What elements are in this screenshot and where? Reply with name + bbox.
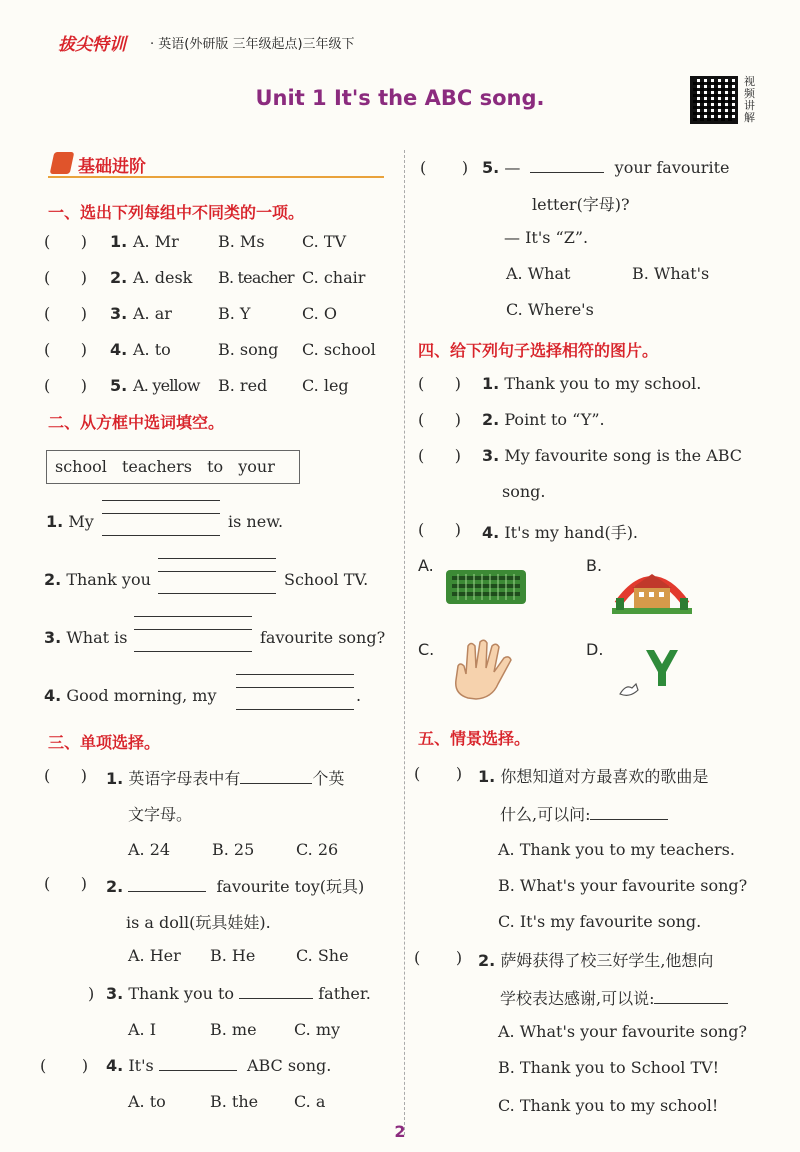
answer-blank[interactable] [590,806,668,820]
qr-label: 视频讲解 [744,75,755,124]
paren-box[interactable]: ) [88,984,95,1003]
question-text [500,986,728,1009]
item-number: 1. [478,767,496,786]
list-item[interactable]: ( ) [44,376,87,395]
option-c: C. She [296,946,349,965]
question-text [478,948,713,971]
item-number: 1. [110,232,128,251]
item-number: 3. [44,628,62,647]
answer-blank[interactable] [128,878,206,892]
section-heading-4: 四、给下列句子选择相符的图片。 [418,341,659,360]
item-number: 4. [106,1056,124,1075]
fill-item [46,512,94,531]
item-number: 1. [482,374,500,393]
item-number: 4. [482,523,500,542]
fill-item [44,570,151,589]
item-number: 2. [478,951,496,970]
item-text: 什么,可以问: [500,805,591,824]
option-b: B. the [210,1092,259,1111]
item-text: My [68,512,94,531]
item-text: Point to “Y”. [504,410,605,429]
option-c: C. a [294,1092,326,1111]
item-text: ABC song. [246,1056,332,1075]
answer-blank[interactable] [102,522,220,536]
option-a: A. Her [128,946,181,965]
paren-box[interactable]: ( ) [414,948,463,967]
option-c: C. chair [302,268,366,287]
picture-label-d: D. [586,640,604,659]
list-item[interactable]: ( ) [44,232,87,251]
option-b: B. 25 [212,840,255,859]
item-text: What is [66,628,128,647]
list-item[interactable]: ( ) [44,304,87,323]
answer-blank[interactable] [159,1057,237,1071]
option-c: C. It's my favourite song. [498,912,702,931]
section-heading-5: 五、情景选择。 [418,729,531,748]
word-bank: school teachers to your [46,450,300,484]
column-divider [404,150,405,1135]
answer-blank[interactable] [239,985,313,999]
option-a: A. ar [133,304,172,323]
option-b: B. teacher [218,268,294,287]
item-number: 3. [110,304,128,323]
answer-blank[interactable] [158,558,276,572]
option-c: C. leg [302,376,349,395]
brand-name: 拔尖特训 [58,35,126,55]
option-a: A. yellow [133,376,200,395]
question-text [106,874,364,897]
item-number: 1. [46,512,64,531]
question-text [106,766,344,789]
paren-box[interactable]: ( ) [44,874,87,893]
option-c: C. 26 [296,840,339,859]
item-text: father. [318,984,371,1003]
letter-y-image [616,644,682,702]
question-text: 文字母。 [128,805,193,824]
subject-line: · 英语(外研版 三年级起点)三年级下 [150,37,355,52]
question-text [482,520,638,543]
fill-item [44,628,127,647]
option-a: A. 24 [128,840,171,859]
option-b: B. Ms [218,232,265,251]
banner-title: 基础进阶 [78,157,146,177]
option-c: C. TV [302,232,347,251]
question-text [482,410,605,429]
item-number: 3. [106,984,124,1003]
option-b: B. me [210,1020,257,1039]
list-item[interactable]: ( ) [44,268,87,287]
item-number: 3. [482,446,500,465]
qr-code-icon[interactable] [690,76,738,124]
option-a: A. to [133,340,171,359]
option-b: B. Thank you to School TV! [498,1058,720,1077]
item-number: 4. [110,340,128,359]
answer-blank[interactable] [530,159,604,173]
item-text: is new. [228,512,284,531]
paren-box[interactable]: ( ) [418,446,461,465]
fill-item [44,686,217,705]
option-a: A. desk [133,268,193,287]
option-a: A. Mr [133,232,179,251]
option-b: B. He [210,946,256,965]
option-c: C. Where's [506,300,594,319]
question-text [482,446,742,465]
answer-blank[interactable] [102,500,220,514]
option-c: C. O [302,304,337,323]
item-text: your favourite [614,158,730,177]
item-number: 5. [110,376,128,395]
option-a: A. What's your favourite song? [498,1022,748,1041]
option-c: C. school [302,340,376,359]
section-heading-2: 二、从方框中选词填空。 [48,413,225,432]
item-text: 萨姆获得了校三好学生,他想向 [500,951,714,970]
unit-title: Unit 1 It's the ABC song. [255,86,545,110]
paren-box[interactable]: ( ) [44,766,87,785]
answer-blank[interactable] [654,990,728,1004]
keyboard-image [444,566,528,608]
picture-label-c: C. [418,640,435,659]
item-number: 5. [482,158,500,177]
answer-blank[interactable] [240,770,312,784]
question-text: letter(字母)? [532,195,630,214]
question-text [482,374,701,393]
item-text: My favourite song is the ABC [504,446,743,465]
question-text [106,1056,331,1075]
question-text [482,158,729,177]
item-text: Thank you to [128,984,235,1003]
item-text: 你想知道对方最喜欢的歌曲是 [500,767,709,786]
paren-box[interactable]: ( ) [418,374,461,393]
item-text: favourite toy(玩具) [216,877,365,896]
item-text: Thank you [66,570,151,589]
item-text: . [356,686,362,705]
question-text [478,764,708,787]
item-text: Good morning, my [66,686,217,705]
item-text: Thank you to my school. [504,374,702,393]
item-number: 1. [106,769,124,788]
item-number: 2. [106,877,124,896]
list-item[interactable]: ( ) [44,340,87,359]
question-text: — It's “Z”. [504,228,589,247]
option-a: A. I [128,1020,157,1039]
item-number: 2. [110,268,128,287]
item-text: 英语字母表中有 [128,769,241,788]
option-a: A. Thank you to my teachers. [498,840,735,859]
option-b: B. red [218,376,268,395]
question-text [500,802,668,825]
section-heading-1: 一、选出下列每组中不同类的一项。 [48,203,305,222]
answer-blank[interactable] [236,696,354,710]
option-c: C. my [294,1020,341,1039]
picture-label-a: A. [418,556,434,575]
answer-blank[interactable] [134,638,252,652]
item-text: It's my hand(手). [504,523,639,542]
paren-box[interactable]: ( ) [414,764,463,783]
question-text: is a doll(玩具娃娃). [126,913,271,932]
item-text: — [504,158,521,177]
picture-label-b: B. [586,556,603,575]
paren-box[interactable]: ( ) [420,158,469,177]
school-image [612,560,692,616]
hand-image [446,636,528,702]
option-c: C. Thank you to my school! [498,1096,719,1115]
item-number: 4. [44,686,62,705]
question-text: song. [502,482,546,501]
option-b: B. song [218,340,279,359]
option-b: B. What's your favourite song? [498,876,748,895]
item-number: 2. [44,570,62,589]
option-a: A. to [128,1092,166,1111]
item-number: 2. [482,410,500,429]
answer-blank[interactable] [236,674,354,688]
item-text: School TV. [284,570,369,589]
paren-box[interactable]: ( ) [40,1056,89,1075]
question-text [106,984,371,1003]
answer-blank[interactable] [134,616,252,630]
answer-blank[interactable] [158,580,276,594]
option-b: B. Y [218,304,251,323]
page-number: 2 [394,1122,406,1141]
item-text: favourite song? [260,628,386,647]
item-text: It's [128,1056,154,1075]
item-text: 个英 [312,769,345,788]
item-text: 学校表达感谢,可以说: [500,989,655,1008]
option-b: B. What's [632,264,710,283]
section-heading-3: 三、单项选择。 [48,733,161,752]
paren-box[interactable]: ( ) [418,410,461,429]
paren-box[interactable]: ( ) [418,520,461,539]
option-a: A. What [506,264,571,283]
